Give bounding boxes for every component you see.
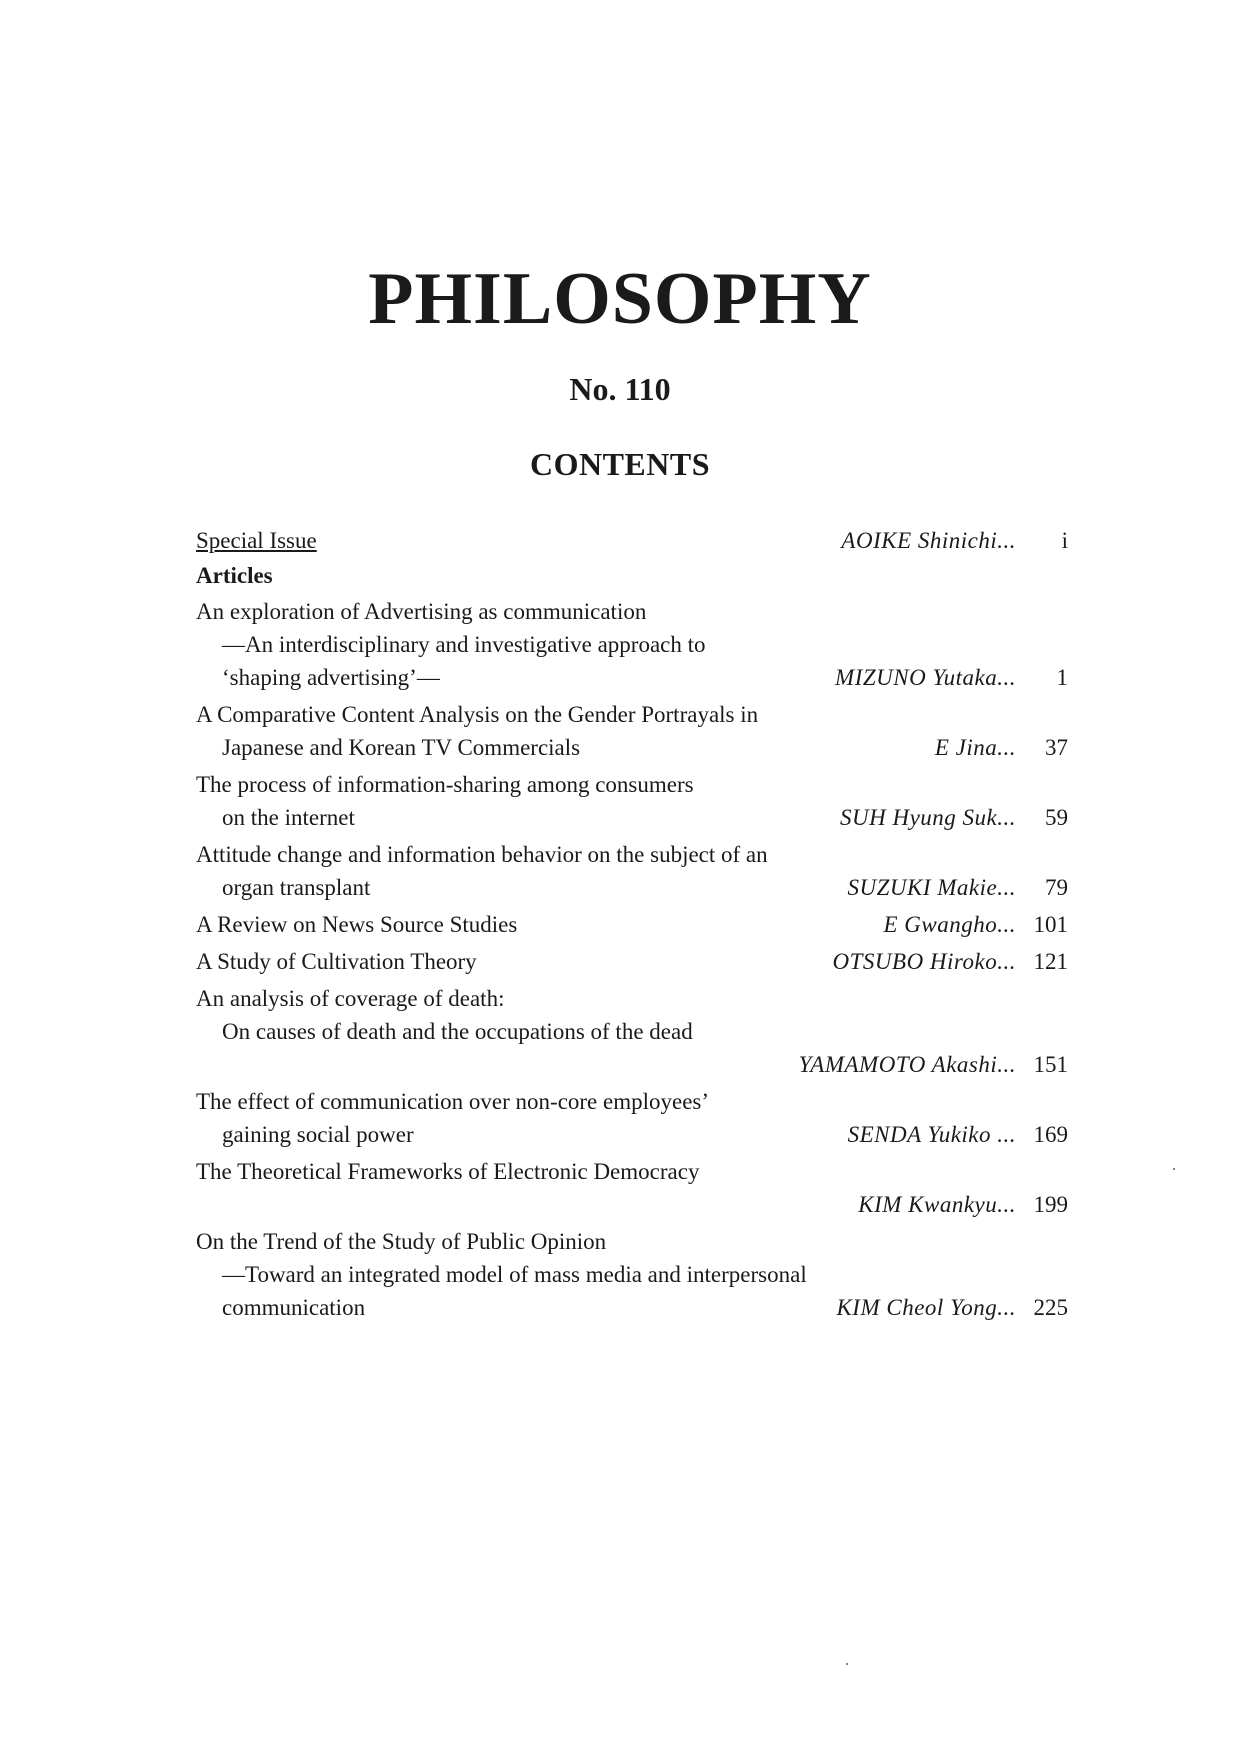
article-author: E Jina... (934, 735, 1016, 760)
articles-heading: Articles (196, 563, 273, 588)
article-title-line (196, 838, 1068, 871)
article-entry[interactable] (196, 768, 1068, 834)
article-entry[interactable] (196, 595, 1068, 694)
article-title-text: A Study of Cultivation Theory (196, 949, 477, 974)
article-title-line (196, 661, 1068, 694)
issue-number: No. 110 (569, 371, 671, 407)
article-page-number: 37 (1045, 735, 1068, 760)
article-page-number: 101 (1033, 912, 1068, 937)
special-issue-entry[interactable] (196, 524, 1068, 557)
article-title-text: A Review on News Source Studies (196, 912, 518, 937)
article-title-line (196, 1085, 1068, 1118)
article-title-line (196, 801, 1068, 834)
article-author: KIM Kwankyu... (858, 1192, 1016, 1217)
article-title-text: An analysis of coverage of death: (196, 986, 505, 1011)
article-entry[interactable] (196, 1155, 1068, 1221)
article-title-line (196, 1118, 1068, 1151)
article-title-line (196, 982, 1068, 1015)
article-title-line (196, 595, 1068, 628)
article-title-line (196, 1291, 1068, 1324)
article-author: SUZUKI Makie... (847, 875, 1016, 900)
article-page-number: 169 (1033, 1122, 1068, 1147)
article-page-number: 225 (1033, 1295, 1068, 1320)
article-page-number: 59 (1045, 805, 1068, 830)
special-issue-author: AOIKE Shinichi... (841, 528, 1016, 553)
article-title-text: communication (222, 1295, 366, 1320)
article-title-line (196, 908, 1068, 941)
article-page-number: 121 (1033, 949, 1068, 974)
article-title-line (196, 1155, 1068, 1188)
article-title-line (196, 1188, 1068, 1221)
article-entry[interactable] (196, 908, 1068, 941)
article-author: MIZUNO Yutaka... (835, 665, 1016, 690)
special-issue-label: Special Issue (196, 528, 317, 553)
article-page-number: 1 (1056, 665, 1068, 690)
article-author: KIM Cheol Yong... (836, 1295, 1016, 1320)
article-entry[interactable] (196, 698, 1068, 764)
article-title-text: ‘shaping advertising’— (222, 665, 440, 690)
article-entry[interactable] (196, 982, 1068, 1081)
article-title-line (196, 731, 1068, 764)
article-page-number: 79 (1045, 875, 1068, 900)
article-author: SENDA Yukiko ... (847, 1122, 1016, 1147)
article-entry[interactable] (196, 945, 1068, 978)
article-title-line (196, 768, 1068, 801)
article-title-text: —An interdisciplinary and investigative approach to (222, 632, 706, 657)
article-page-number: 199 (1033, 1192, 1068, 1217)
article-title-text: —Toward an integrated model of mass media and interpersonal (222, 1262, 807, 1287)
article-title-text: A Comparative Content Analysis on the Gender Portrayals in (196, 702, 759, 727)
article-title-line (196, 1048, 1068, 1081)
article-title-text: gaining social power (222, 1122, 414, 1147)
article-title-text: The effect of communication over non-core employees’ (196, 1089, 710, 1114)
article-title-text: On the Trend of the Study of Public Opinion (196, 1229, 607, 1254)
article-title-text: The process of information-sharing among consumers (196, 772, 694, 797)
scan-speck (1173, 1168, 1175, 1170)
table-of-contents (196, 524, 1068, 1328)
article-title-line (196, 698, 1068, 731)
articles-list (196, 595, 1068, 1324)
article-title-line (196, 945, 1068, 978)
article-title-line (196, 1225, 1068, 1258)
article-title-text: An exploration of Advertising as communication (196, 599, 647, 624)
article-title-text: organ transplant (222, 875, 371, 900)
contents-heading: CONTENTS (529, 446, 711, 482)
article-author: E Gwangho... (883, 912, 1016, 937)
article-title-text: Attitude change and information behavior on the subject of an (196, 842, 768, 867)
article-title-text: on the internet (222, 805, 355, 830)
article-title-text: Japanese and Korean TV Commercials (222, 735, 581, 760)
article-entry[interactable] (196, 1225, 1068, 1324)
article-author: SUH Hyung Suk... (840, 805, 1016, 830)
article-title-line (196, 1258, 1068, 1291)
article-title-line (196, 871, 1068, 904)
journal-title: PHILOSOPHY (368, 258, 872, 340)
article-entry[interactable] (196, 1085, 1068, 1151)
article-title-line (196, 1015, 1068, 1048)
article-author: OTSUBO Hiroko... (832, 949, 1016, 974)
article-title-text: The Theoretical Frameworks of Electronic Democracy (196, 1159, 700, 1184)
article-title-text: On causes of death and the occupations of the dead (222, 1019, 693, 1044)
scan-speck (846, 1663, 848, 1665)
article-author: YAMAMOTO Akashi... (798, 1052, 1016, 1077)
article-entry[interactable] (196, 838, 1068, 904)
special-issue-page: i (1061, 528, 1068, 553)
article-page-number: 151 (1033, 1052, 1068, 1077)
article-title-line (196, 628, 1068, 661)
